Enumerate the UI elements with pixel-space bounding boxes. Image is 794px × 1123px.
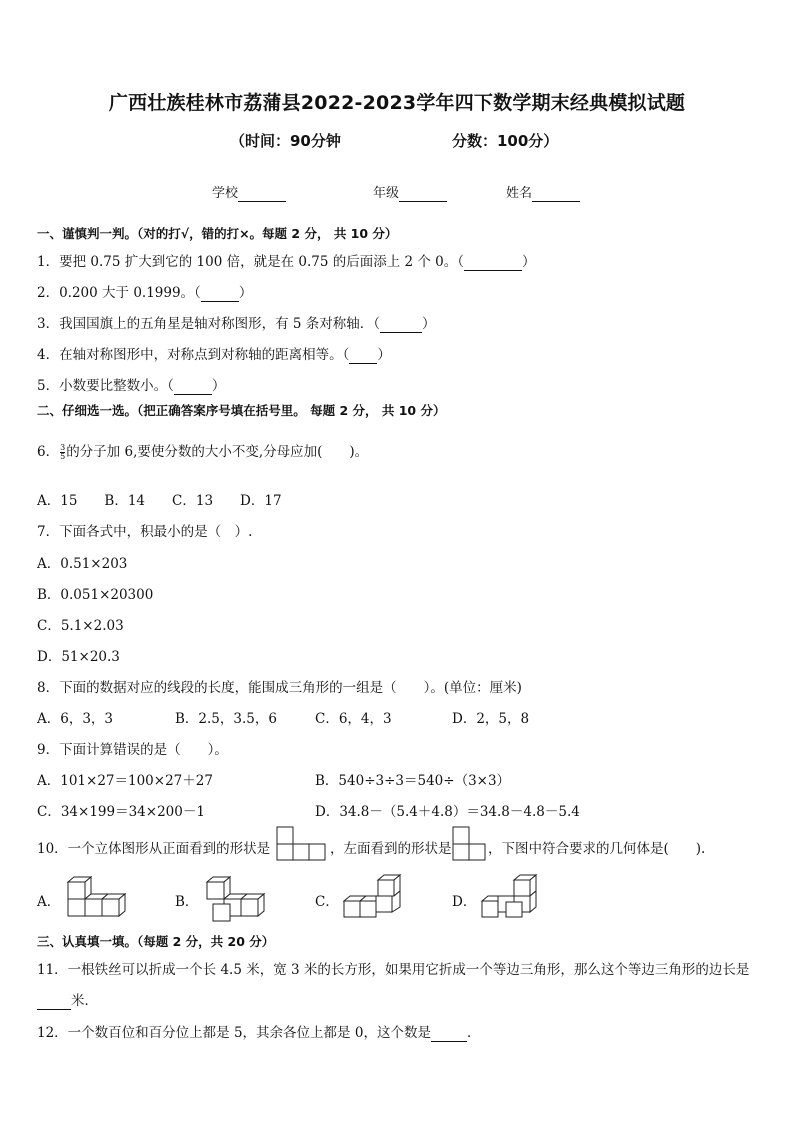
close-paren: ）: [211, 378, 226, 394]
school-label: 学校: [212, 186, 239, 201]
grade-field: [373, 182, 447, 202]
page-title: 广西壮族桂林市荔蒲县2022-2023学年四下数学期末经典模拟试题: [108, 92, 686, 114]
question-2: [37, 281, 252, 302]
section-3-title: 三、认真填一填。（每题 2 分，共 20 分）: [37, 934, 275, 949]
question-6-options[interactable]: A．15 B．14 C．13 D．17: [37, 493, 282, 509]
solid-figure-c[interactable]: [342, 874, 402, 920]
question-2-text: 2．0.200 大于 0.1999。（: [37, 285, 201, 301]
close-paren: ）: [377, 347, 391, 363]
question-10-part-2: ，左面看到的形状是: [330, 841, 452, 857]
front-view-figure: [276, 826, 328, 862]
question-6-text: 的分子加 6,要使分数的大小不变,分母应加( )。: [66, 444, 369, 460]
question-9: 9．下面计算错误的是（ ）。: [37, 742, 228, 758]
school-field: [212, 182, 286, 202]
question-3: [37, 312, 436, 333]
question-8: 8．下面的数据对应的线段的长度，能围成三角形的一组是（ ）。(单位：厘米): [37, 680, 522, 696]
question-4: [37, 343, 391, 364]
close-paren: ）: [238, 285, 253, 301]
answer-blank-3[interactable]: [380, 316, 422, 333]
question-7-option-d[interactable]: D．51×20.3: [37, 649, 120, 665]
answer-blank-4[interactable]: [349, 347, 377, 364]
question-6-number: 6．: [37, 444, 60, 460]
question-4-text: 4．在轴对称图形中，对称点到对称轴的距离相等。（: [37, 347, 350, 363]
question-9-option-b[interactable]: B．540÷3÷3＝540÷（3×3）: [315, 773, 511, 789]
question-12: [37, 1021, 480, 1042]
question-8-option-b[interactable]: B．2.5，3.5，6: [175, 711, 277, 727]
solid-figure-b[interactable]: [203, 876, 269, 922]
name-blank[interactable]: [532, 186, 580, 202]
question-9-option-c[interactable]: C．34×199＝34×200－1: [37, 804, 205, 820]
question-12-end: ．: [466, 1025, 481, 1041]
school-blank[interactable]: [238, 186, 286, 202]
question-10-option-c[interactable]: C．: [315, 894, 339, 910]
question-1-text: 1．要把 0.75 扩大到它的 100 倍，就是在 0.75 的后面添上 2 个 0。（: [37, 254, 465, 270]
solid-figure-d[interactable]: [480, 874, 540, 920]
question-6: [37, 440, 368, 461]
question-10-option-d[interactable]: D．: [452, 894, 477, 910]
grade-blank[interactable]: [399, 186, 447, 202]
section-2-title: 二、仔细选一选。（把正确答案序号填在括号里。 每题 2 分， 共 10 分）: [37, 403, 446, 418]
close-paren: ）: [522, 254, 536, 270]
answer-blank-12[interactable]: [431, 1025, 467, 1042]
name-label: 姓名: [506, 186, 533, 201]
close-paren: ）: [422, 316, 436, 332]
grade-label: 年级: [373, 186, 400, 201]
answer-blank-1[interactable]: [464, 254, 522, 271]
question-8-option-c[interactable]: C．6，4，3: [315, 711, 392, 727]
question-7-option-a[interactable]: A．0.51×203: [37, 556, 128, 572]
question-10-part-1: 10．一个立体图形从正面看到的形状是: [37, 841, 271, 857]
question-8-option-d[interactable]: D．2，5，8: [452, 711, 530, 727]
question-5-text: 5．小数要比整数小。（: [37, 378, 174, 394]
answer-blank-5[interactable]: [174, 378, 212, 395]
question-9-option-a[interactable]: A．101×27＝100×27＋27: [37, 773, 213, 789]
question-11-line-1: 11．一根铁丝可以折成一个长 4.5 米，宽 3 米的长方形，如果用它折成一个等边三角形，那么这个等边三角形的边长是: [37, 962, 750, 978]
question-7-option-b[interactable]: B．0.051×20300: [37, 587, 154, 603]
question-12-text: 12．一个数百位和百分位上都是 5，其余各位上都是 0，这个数是: [37, 1025, 431, 1041]
question-10-option-b[interactable]: B．: [175, 894, 199, 910]
question-9-option-d[interactable]: D．34.8－（5.4＋4.8）＝34.8－4.8－5.4: [315, 804, 580, 820]
answer-blank-11[interactable]: [37, 993, 71, 1010]
question-11-unit: 米．: [71, 993, 98, 1009]
answer-blank-2[interactable]: [201, 285, 239, 302]
question-11-line-2: [37, 989, 98, 1010]
question-7-option-c[interactable]: C．5.1×2.03: [37, 618, 124, 634]
fraction-three-fifths: $\frac{3}{5}$: [60, 443, 66, 461]
question-10-option-a[interactable]: A．: [37, 894, 61, 910]
question-1: [37, 250, 536, 271]
solid-figure-a[interactable]: [66, 876, 132, 918]
question-7: 7．下面各式中，积最小的是（ ）.: [37, 524, 253, 540]
section-1-title: 一、谨慎判一判。（对的打√，错的打×。每题 2 分， 共 10 分）: [37, 226, 398, 241]
question-3-text: 3．我国国旗上的五角星是轴对称图形，有 5 条对称轴．（: [37, 316, 381, 332]
question-5: [37, 374, 225, 395]
name-field: [506, 182, 580, 202]
left-view-figure: [452, 826, 488, 862]
exam-time: （时间：90分钟: [230, 132, 341, 150]
question-8-option-a[interactable]: A．6，3，3: [37, 711, 114, 727]
exam-score: 分数：100分）: [452, 132, 559, 150]
question-10-part-3: ，下图中符合要求的几何体是( ).: [488, 841, 706, 857]
